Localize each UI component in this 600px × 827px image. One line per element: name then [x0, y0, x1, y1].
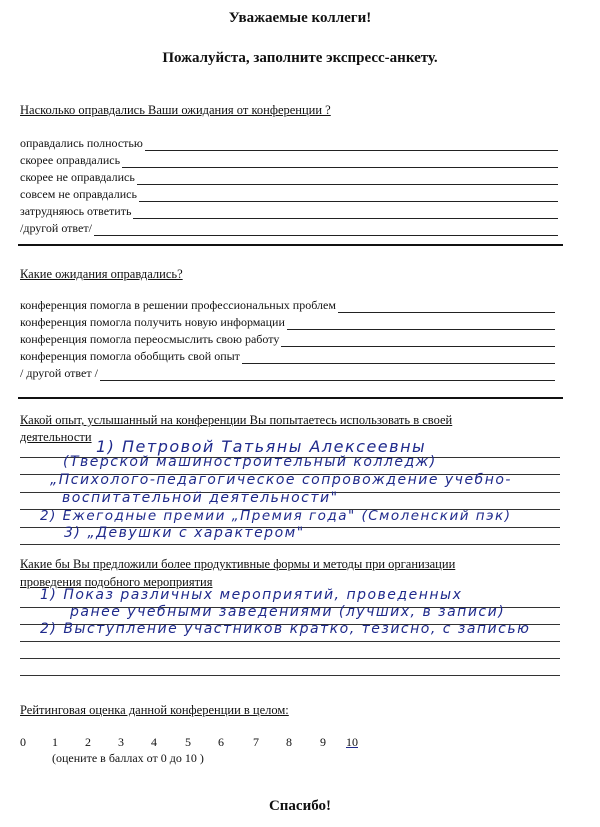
thanks-footer: Спасибо!	[268, 798, 332, 814]
answer-option-label: совсем не оправдались	[20, 187, 137, 201]
question-experience-line1: Какой опыт, услышанный на конференции Вы попытаетесь использовать в своей	[20, 413, 453, 427]
rating-option[interactable]: 1	[52, 735, 58, 749]
rating-option[interactable]: 8	[286, 735, 292, 749]
answer-blank-line[interactable]	[242, 352, 555, 364]
answer-option-label: конференция помогла переосмыслить свою работу	[20, 332, 280, 346]
answer-option-label: скорее оправдались	[20, 153, 121, 167]
answer-option-label: конференция помогла получить новую информации	[20, 315, 285, 329]
rating-option[interactable]: 4	[151, 735, 157, 749]
answer-option-label: затрудняюсь ответить	[20, 204, 132, 218]
answer-option[interactable]	[20, 204, 558, 219]
answer-option[interactable]	[20, 366, 555, 381]
handwritten-answer: 3) „Девушки с характером"	[64, 525, 305, 541]
rating-option[interactable]: 6	[218, 735, 224, 749]
handwritten-answer: ранее учебными заведениями (лучших, в записи)	[70, 604, 506, 620]
handwritten-answer: 1) Петровой Татьяны Алексеевны	[96, 437, 427, 456]
answer-blank-line[interactable]	[20, 658, 560, 659]
rating-label: Рейтинговая оценка данной конференции в целом:	[20, 703, 289, 717]
answer-option-label: / другой ответ /	[20, 366, 98, 380]
question-suggestions-line1: Какие бы Вы предложили более продуктивные формы и методы при организации	[20, 557, 456, 571]
rating-option[interactable]: 10	[346, 735, 358, 749]
answer-option-label: оправдались полностью	[20, 136, 143, 150]
answer-blank-line[interactable]	[20, 544, 560, 545]
answer-option-label: скорее не оправдались	[20, 170, 135, 184]
answer-blank-line[interactable]	[137, 173, 558, 185]
answer-option[interactable]	[20, 349, 555, 364]
rating-hint: (оцените в баллах от 0 до 10 )	[52, 751, 204, 765]
answer-blank-line[interactable]	[338, 301, 555, 313]
answer-blank-line[interactable]	[139, 190, 558, 202]
handwritten-answer: воспитательной деятельности"	[62, 490, 339, 506]
rating-option[interactable]: 7	[253, 735, 259, 749]
request-subtitle: Пожалуйста, заполните экспресс-анкету.	[162, 50, 438, 66]
rating-option[interactable]: 0	[20, 735, 26, 749]
answer-option[interactable]	[20, 315, 555, 330]
answer-blank-line[interactable]	[145, 139, 558, 151]
section-divider	[18, 397, 563, 399]
rating-option[interactable]: 9	[320, 735, 326, 749]
answer-option-label: /другой ответ/	[20, 221, 92, 235]
answer-option[interactable]	[20, 332, 555, 347]
answer-blank-line[interactable]	[20, 675, 560, 676]
rating-option[interactable]: 5	[185, 735, 191, 749]
question-expectations: Насколько оправдались Ваши ожидания от конференции ?	[20, 103, 331, 117]
answer-option[interactable]	[20, 136, 558, 151]
answer-option[interactable]	[20, 170, 558, 185]
answer-blank-line[interactable]	[100, 369, 555, 381]
answer-blank-line[interactable]	[133, 207, 558, 219]
greeting-title: Уважаемые коллеги!	[228, 10, 372, 26]
answer-blank-line[interactable]	[281, 335, 555, 347]
answer-blank-line[interactable]	[20, 641, 560, 642]
rating-option[interactable]: 3	[118, 735, 124, 749]
question-suggestions-line2: проведения подобного мероприятия	[20, 575, 213, 589]
question-experience-line2: деятельности	[20, 430, 92, 444]
handwritten-answer: „Психолого-педагогическое сопровождение учебно-	[50, 472, 512, 488]
answer-option-label: конференция помогла обобщить свой опыт	[20, 349, 240, 363]
answer-blank-line[interactable]	[122, 156, 558, 168]
answer-blank-line[interactable]	[94, 224, 558, 236]
handwritten-answer: 1) Показ различных мероприятий, проведенных	[40, 587, 463, 603]
handwritten-answer: (Тверской машиностроительный колледж)	[63, 454, 437, 470]
answer-option[interactable]	[20, 221, 558, 236]
answer-option-label: конференция помогла в решении профессиональных проблем	[20, 298, 336, 312]
answer-option[interactable]	[20, 298, 555, 313]
rating-option[interactable]: 2	[85, 735, 91, 749]
section-divider	[18, 244, 563, 246]
answer-option[interactable]	[20, 187, 558, 202]
answer-blank-line[interactable]	[287, 318, 555, 330]
question-which-expectations: Какие ожидания оправдались?	[20, 267, 183, 281]
handwritten-answer: 2) Ежегодные премии „Премия года" (Смоленский пэк)	[40, 508, 512, 524]
handwritten-answer: 2) Выступление участников кратко, тезисно, с записью	[40, 621, 531, 637]
answer-option[interactable]	[20, 153, 558, 168]
